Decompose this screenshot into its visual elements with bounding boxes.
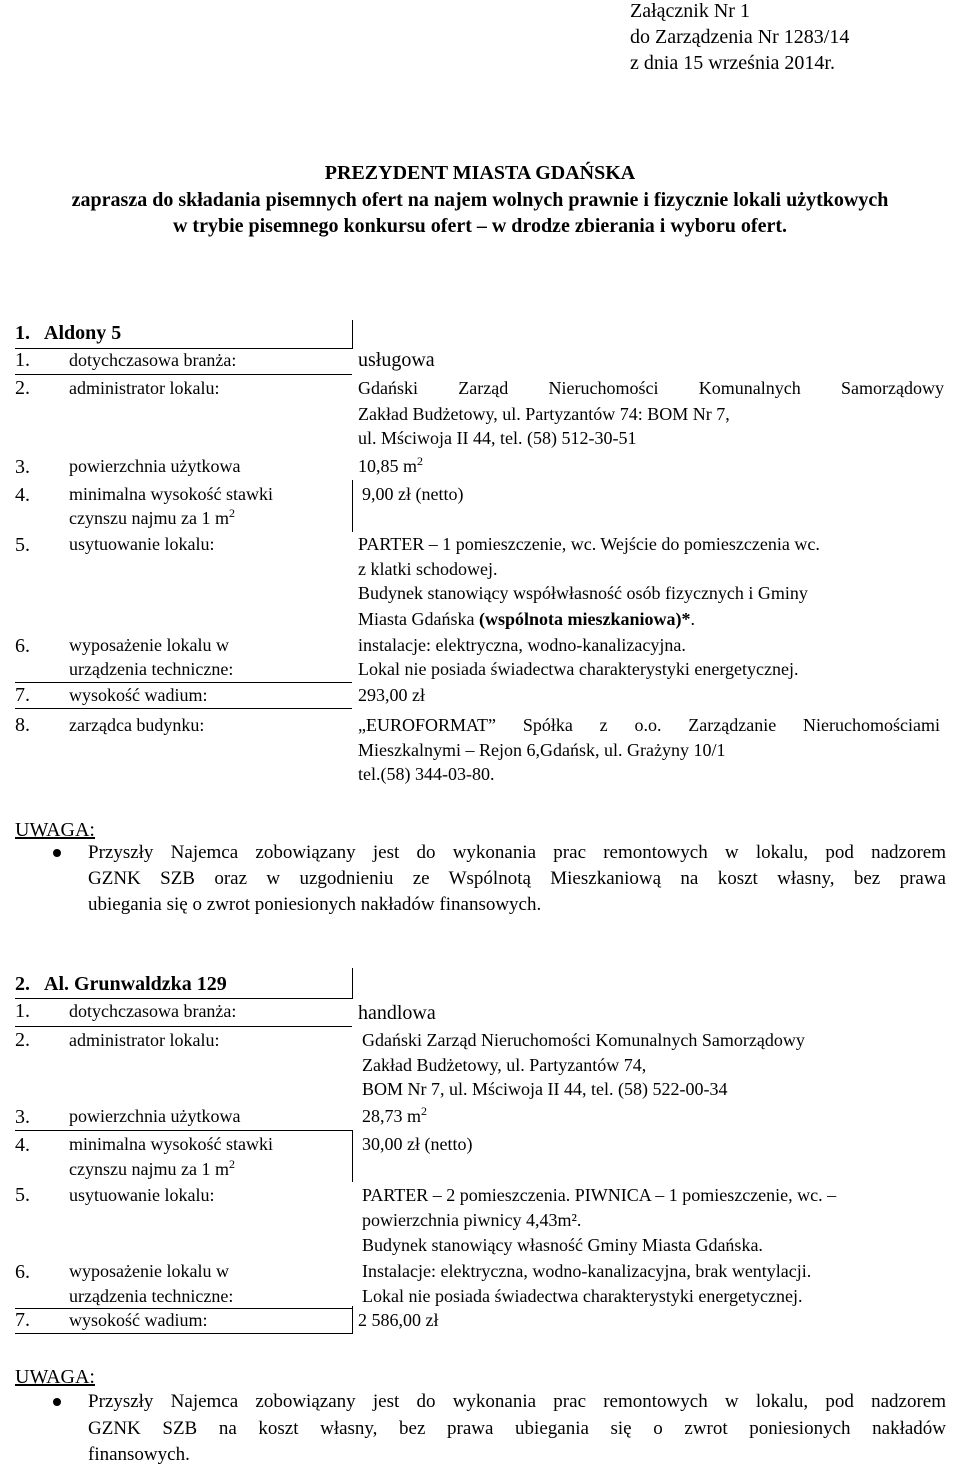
s1-row8-value-2: Mieszkalnymi – Rejon 6,Gdańsk, ul. Grażyny 10/1 — [358, 740, 726, 760]
s1-row8-value-3: tel.(58) 344-03-80. — [358, 764, 495, 784]
s1-row1-number: 1. — [15, 349, 30, 371]
s1-row5-label: usytuowanie lokalu: — [69, 534, 215, 554]
s1-note-title: UWAGA: — [15, 819, 95, 841]
s2-row4-value: 30,00 zł (netto) — [362, 1134, 473, 1154]
attachment-line-1: Załącznik Nr 1 — [630, 0, 750, 22]
s1-row6-number: 6. — [15, 635, 30, 657]
s2-row1-value: handlowa — [358, 1002, 436, 1024]
s1-row8-number: 8. — [15, 714, 30, 736]
s2-row2-number: 2. — [15, 1029, 30, 1051]
section-1-name: Aldony 5 — [44, 322, 122, 344]
s2-row5-number: 5. — [15, 1184, 30, 1206]
s2-row2-value-2: Zakład Budżetowy, ul. Partyzantów 74, — [362, 1055, 647, 1075]
s2-row2-value-3: BOM Nr 7, ul. Mściwoja II 44, tel. (58) 522-00-34 — [362, 1079, 728, 1099]
s2-row5-label: usytuowanie lokalu: — [69, 1185, 215, 1205]
s1-row4-label-2: czynszu najmu za 1 $m^2$ — [69, 506, 235, 528]
s2-row2-label: administrator lokalu: — [69, 1030, 220, 1050]
page-subtitle-2: w trybie pisemnego konkursu ofert – w drodze zbierania i wyboru ofert. — [172, 215, 788, 237]
s1-row8-label: zarządca budynku: — [69, 715, 205, 735]
s1-row6-value-2: Lokal nie posiada świadectwa charakterystyki energetycznej. — [358, 659, 799, 679]
s1-hline-7 — [15, 708, 352, 709]
s1-row5-value-1: PARTER – 1 pomieszczenie, wc. Wejście do pomieszczenia wc. — [358, 534, 820, 554]
page-title: PREZYDENT MIASTA GDAŃSKA — [324, 162, 636, 184]
attachment-line-2: do Zarządzenia Nr 1283/14 — [630, 26, 850, 48]
s2-row6-value-1: Instalacje: elektryczna, wodno-kanalizacyjna, brak wentylacji. — [362, 1261, 812, 1281]
s1-note-line-2: GZNK SZB oraz w uzgodnieniu ze Wspólnotą Mieszkaniową na koszt własny, bez prawa — [88, 868, 946, 889]
s2-row5-value-3: Budynek stanowiący własność Gminy Miasta Gdańska. — [362, 1235, 763, 1255]
s2-row7-label: wysokość wadium: — [69, 1310, 208, 1330]
s2-row7-number: 7. — [15, 1309, 30, 1331]
s2-row5-value-2: powierzchnia piwnicy 4,43m². — [362, 1210, 582, 1230]
s1-row3-number: 3. — [15, 456, 30, 478]
s1-row7-number: 7. — [15, 684, 30, 706]
s2-row1-number: 1. — [15, 1000, 30, 1022]
s2-row3-value: 28,73 $m^2$ — [362, 1104, 428, 1126]
s1-row3-value: 10,85 $m^2$ — [358, 454, 424, 476]
s1-row1-value: usługowa — [358, 349, 435, 371]
s2-row4-label-2: czynszu najmu za 1 $m^2$ — [69, 1157, 235, 1179]
s1-row2-value-3: ul. Mściwoja II 44, tel. (58) 512-30-51 — [358, 428, 637, 448]
s1-row7-value: 293,00 zł — [358, 685, 425, 705]
s1-row4-label-1: minimalna wysokość stawki — [69, 484, 273, 504]
s2-row2-value-1: Gdański Zarząd Nieruchomości Komunalnych Samorządowy — [362, 1030, 805, 1050]
s1-row5-number: 5. — [15, 534, 30, 556]
s1-row2-number: 2. — [15, 377, 30, 399]
s2-vline-row4 — [352, 1130, 353, 1182]
s2-hline-7 — [15, 1333, 352, 1334]
page-subtitle-1: zaprasza do składania pisemnych ofert na najem wolnych prawnie i fizycznie lokali użytkowych — [71, 189, 889, 211]
s2-hline-3 — [15, 1130, 352, 1131]
s1-row1-label: dotychczasowa branża: — [69, 350, 237, 370]
s1-row6-label-2: urządzenia techniczne: — [69, 659, 234, 679]
s1-row4-value: 9,00 zł (netto) — [362, 484, 464, 504]
s1-row6-value-1: instalacje: elektryczna, wodno-kanalizacyjna. — [358, 635, 686, 655]
s2-note-line-2: GZNK SZB na koszt własny, bez prawa ubiegania się o zwrot poniesionych nakładów — [88, 1418, 946, 1439]
s2-row6-value-2: Lokal nie posiada świadectwa charakterystyki energetycznej. — [362, 1286, 803, 1306]
s1-row7-label: wysokość wadium: — [69, 685, 208, 705]
s1-row5-value-4: Miasta Gdańska (wspólnota mieszkaniowa)*. — [358, 609, 695, 629]
s2-row4-label-1: minimalna wysokość stawki — [69, 1134, 273, 1154]
s2-note-bullet-icon — [53, 1398, 61, 1406]
s2-hline-1 — [15, 1026, 352, 1027]
s2-vline-row7 — [352, 1306, 353, 1334]
s2-row5-value-1: PARTER – 2 pomieszczenia. PIWNICA – 1 pomieszczenie, wc. – — [362, 1185, 837, 1205]
attachment-line-3: z dnia 15 września 2014r. — [630, 52, 835, 74]
s2-row3-label: powierzchnia użytkowa — [69, 1106, 241, 1126]
section-1-vdivider — [352, 320, 353, 349]
s2-row3-number: 3. — [15, 1106, 30, 1128]
s2-row6-label-2: urządzenia techniczne: — [69, 1286, 234, 1306]
s1-row8-value-1: „EUROFORMAT” Spółka z o.o. Zarządzanie Nieruchomościami — [358, 715, 940, 735]
section-2-number: 2. — [15, 973, 30, 995]
section-2-name: Al. Grunwaldzka 129 — [44, 973, 227, 995]
s1-row2-label: administrator lokalu: — [69, 378, 220, 398]
s1-row4-number: 4. — [15, 484, 30, 506]
s1-row2-value-2: Zakład Budżetowy, ul. Partyzantów 74: BOM Nr 7, — [358, 404, 730, 424]
s1-row5-value-3: Budynek stanowiący współwłasność osób fizycznych i Gminy — [358, 583, 808, 603]
section-1-number: 1. — [15, 322, 30, 344]
s2-row1-label: dotychczasowa branża: — [69, 1001, 237, 1021]
s1-note-line-3: ubiegania się o zwrot poniesionych nakładów finansowych. — [88, 894, 542, 915]
s1-note-bullet-icon — [53, 849, 61, 857]
s1-note-line-1: Przyszły Najemca zobowiązany jest do wykonania prac remontowych w lokalu, pod nadzorem — [88, 842, 946, 863]
s1-row5-value-2: z klatki schodowej. — [358, 559, 498, 579]
s1-hline-1 — [15, 374, 352, 375]
s1-vline-row4 — [352, 480, 353, 532]
s1-row2-value-1: Gdański Zarząd Nieruchomości Komunalnych Samorządowy — [358, 378, 944, 398]
s2-row6-label-1: wyposażenie lokalu w — [69, 1261, 229, 1281]
s2-note-title: UWAGA: — [15, 1366, 95, 1388]
s2-row7-value: 2 586,00 zł — [358, 1310, 439, 1330]
s2-note-line-1: Przyszły Najemca zobowiązany jest do wykonania prac remontowych w lokalu, pod nadzorem — [88, 1391, 946, 1412]
s1-row3-label: powierzchnia użytkowa — [69, 456, 241, 476]
s1-row6-label-1: wyposażenie lokalu w — [69, 635, 229, 655]
s2-note-line-3: finansowych. — [88, 1444, 190, 1465]
s2-row4-number: 4. — [15, 1134, 30, 1156]
s2-row6-number: 6. — [15, 1261, 30, 1283]
section-2-vdivider — [352, 968, 353, 999]
